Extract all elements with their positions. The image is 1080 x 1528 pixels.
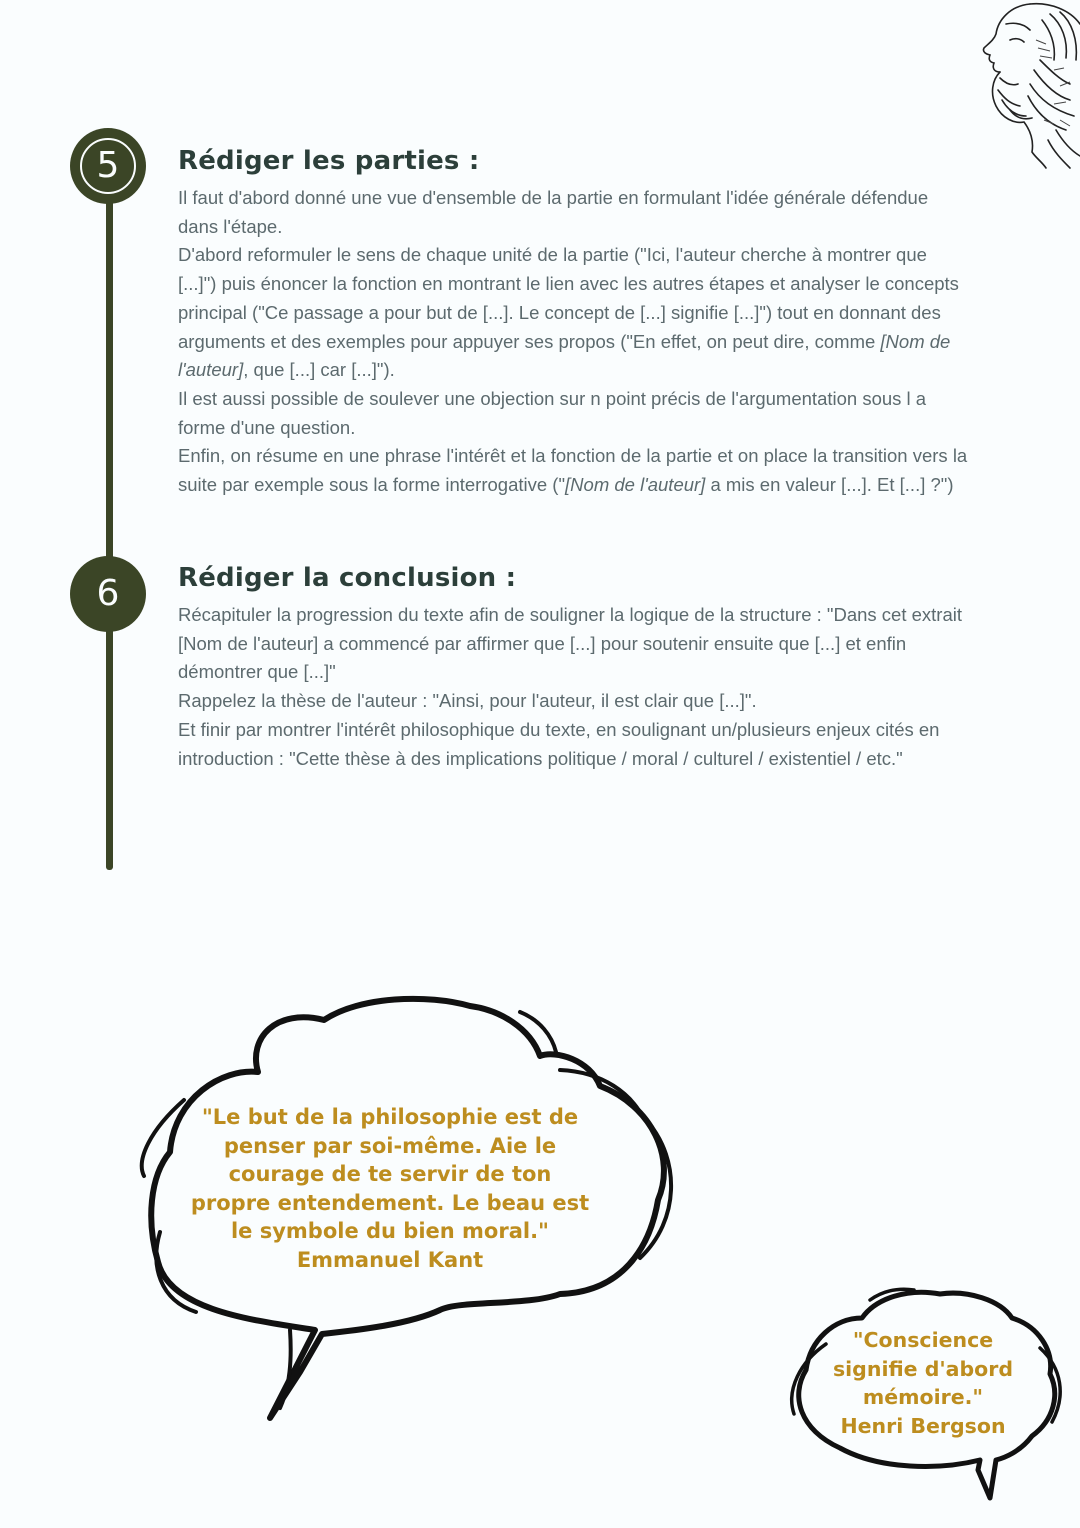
step-number-badge [70, 556, 146, 632]
section-paragraph: Il est aussi possible de soulever une objection sur n point précis de l'argumentation sous l a forme d'une question. [178, 387, 927, 438]
section-rediger-conclusion [178, 563, 968, 773]
step-number: 6 [96, 573, 120, 614]
section-title: Rédiger la conclusion : [178, 563, 517, 593]
section-paragraph: Rappelez la thèse de l'auteur : "Ainsi, pour l'auteur, il est clair que [...]". [178, 690, 757, 712]
section-title: Rédiger les parties : [178, 146, 480, 176]
quote-author: Emmanuel Kant [296, 1247, 484, 1272]
section-paragraph: Il faut d'abord donné une vue d'ensemble de la partie en formulant l'idée générale défendue dans l'étape. [178, 187, 929, 237]
section-paragraph: Récapituler la progression du texte afin de souligner la logique de la structure : "Dans cet extrait [Nom de l'auteur] a commencé par affirmer que [...] pour soutenir ensuite que [...] et enfin démontrer que [...]" [178, 604, 963, 683]
section-paragraph: Enfin, on résume en une phrase l'intérêt et la fonction de la partie et on place la transition vers la suite par exemple sous la forme interrogative ("[Nom de l'auteur] a mis en valeur [...]. Et [...] ?") [178, 445, 968, 496]
section-body [178, 601, 968, 773]
philosopher-portrait-icon [970, 0, 1080, 170]
section-body [178, 184, 968, 500]
section-rediger-parties [178, 146, 968, 500]
bergson-quote [830, 1326, 1016, 1440]
section-paragraph: D'abord reformuler le sens de chaque unité de la partie ("Ici, l'auteur cherche à montrer que [...]") puis énoncer la fonction en montrant le lien avec les autres étapes et analyser le concepts principal ("Ce passage a pour but de [...]. Le concept de [...] signifie [...]") tout en donnant des arguments et des exemples pour appuyer ses propos ("En effet, on peut dire, comme [Nom de l'auteur], que [...] car [...]"). [178, 244, 959, 381]
step-number-badge [70, 128, 146, 204]
section-paragraph: Et finir par montrer l'intérêt philosophique du texte, en soulignant un/plusieurs enjeux cités en introduction : "Cette thèse à des implications politique / moral / culturel / existentiel / etc." [178, 718, 940, 769]
quote-text: "Conscience signifie d'abord mémoire." Henri Bergson [832, 1328, 1014, 1438]
timeline-line [106, 190, 113, 870]
quote-text: "Le but de la philosophie est de penser par soi-même. Aie le courage de te servir de ton propre entendement. Le beau est le symbole du bien moral." [190, 1105, 590, 1243]
step-number: 5 [80, 138, 136, 194]
kant-quote [190, 1103, 590, 1274]
